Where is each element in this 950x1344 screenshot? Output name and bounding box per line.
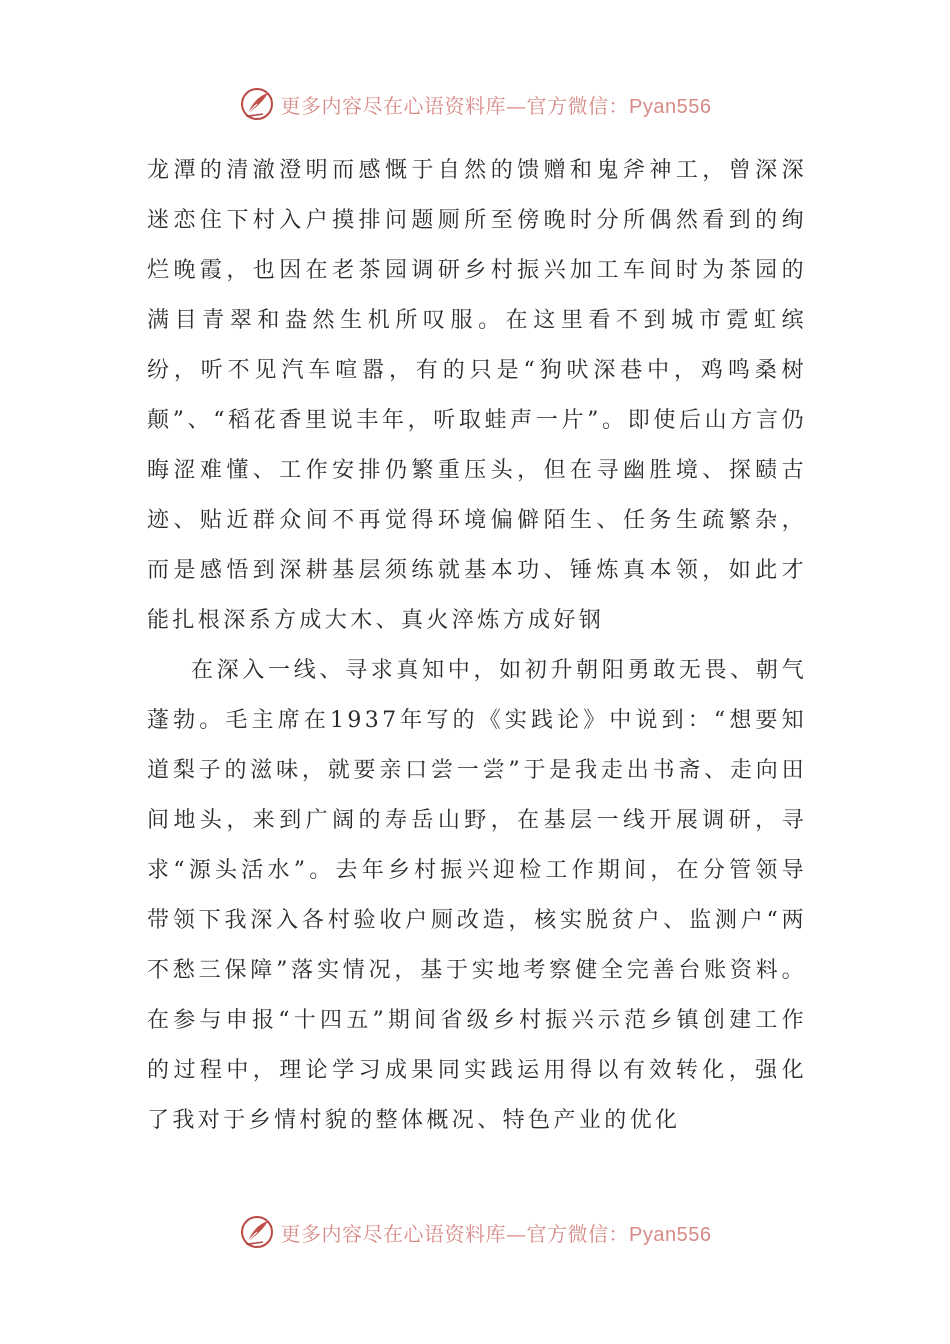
footer-banner-text: 更多内容尽在心语资料库—官方微信：Pyan556 (280, 1221, 712, 1246)
header-wechat-handle: Pyan556 (629, 95, 712, 118)
footer-banner (0, 1210, 950, 1254)
quill-logo-icon (239, 1214, 275, 1250)
header-banner (0, 82, 950, 126)
document-body (147, 146, 807, 1146)
paragraph-1: 龙潭的清澈澄明而感慨于自然的馈赠和鬼斧神工，曾深深迷恋住下村入户摸排问题厕所至傍晚时分所偶然看到的绚烂晚霞，也因在老茶园调研乡村振兴加工车间时为茶园的满目青翠和盎然生机所叹服。在这里看不到城市霓虹缤纷，听不见汽车喧嚣，有的只是“狗吠深巷中，鸡鸣桑树颠”、“稻花香里说丰年，听取蛙声一片”。即使后山方言仍晦涩难懂、工作安排仍繁重压头，但在寻幽胜境、探赜古迹、贴近群众间不再觉得环境偏僻陌生、任务生疏繁杂，而是感悟到深耕基层须练就基本功、锤炼真本领，如此才能扎根深系方成大木、真火淬炼方成好钢 (147, 158, 807, 633)
header-banner-text: 更多内容尽在心语资料库—官方微信：Pyan556 (280, 93, 712, 118)
paragraph-2: 在深入一线、寻求真知中，如初升朝阳勇敢无畏、朝气蓬勃。毛主席在1937年写的《实践论》中说到：“想要知道梨子的滋味，就要亲口尝一尝”于是我走出书斋、走向田间地头，来到广阔的寿岳山野，在基层一线开展调研，寻求“源头活水”。去年乡村振兴迎检工作期间，在分管领导带领下我深入各村验收户厕改造，核实脱贫户、监测户“两不愁三保障”落实情况，基于实地考察健全完善台账资料。在参与申报“十四五”期间省级乡村振兴示范乡镇创建工作的过程中，理论学习成果同实践运用得以有效转化，强化了我对于乡情村貌的整体概况、特色产业的优化 (147, 658, 807, 1133)
footer-wechat-handle: Pyan556 (629, 1223, 712, 1246)
quill-logo-icon (239, 86, 275, 122)
